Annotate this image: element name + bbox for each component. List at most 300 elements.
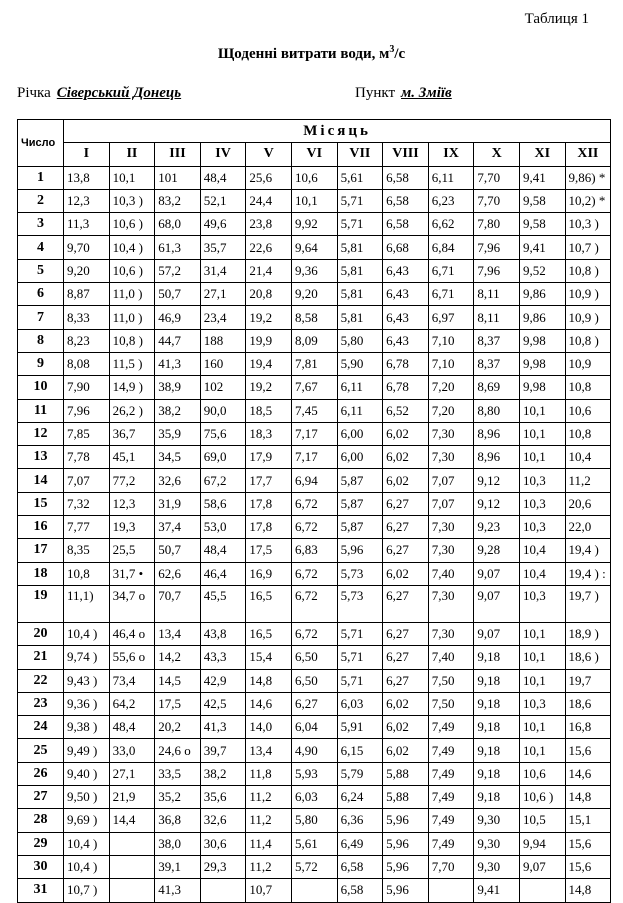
discharge-cell: 5,73 xyxy=(337,562,383,585)
discharge-cell: 7,67 xyxy=(291,376,337,399)
discharge-cell: 9,36 ) xyxy=(64,692,110,715)
discharge-cell: 8,11 xyxy=(474,283,520,306)
discharge-cell: 5,71 xyxy=(337,189,383,212)
discharge-cell: 20,8 xyxy=(246,283,292,306)
discharge-cell: 9,30 xyxy=(474,855,520,878)
discharge-cell: 15,1 xyxy=(565,809,611,832)
discharge-cell: 9,64 xyxy=(291,236,337,259)
discharge-cell: 6,24 xyxy=(337,786,383,809)
river-label: Річка xyxy=(17,85,51,101)
discharge-cell: 48,4 xyxy=(200,166,246,189)
point-field xyxy=(355,85,452,102)
discharge-cell: 45,5 xyxy=(200,585,246,622)
day-number: 19 xyxy=(18,585,64,622)
title-unit-end: /с xyxy=(394,46,406,62)
discharge-cell: 8,37 xyxy=(474,329,520,352)
discharge-cell: 9,41 xyxy=(519,166,565,189)
discharge-cell: 77,2 xyxy=(109,469,155,492)
discharge-cell: 5,73 xyxy=(337,585,383,622)
discharge-cell: 10,1 xyxy=(519,739,565,762)
discharge-cell: 9,12 xyxy=(474,469,520,492)
discharge-cell: 7,30 xyxy=(428,585,474,622)
discharge-cell: 8,11 xyxy=(474,306,520,329)
discharge-cell: 9,07 xyxy=(519,855,565,878)
table-row xyxy=(18,786,611,809)
discharge-cell xyxy=(519,879,565,902)
discharge-cell: 5,96 xyxy=(383,832,429,855)
discharge-cell: 6,02 xyxy=(383,422,429,445)
table-row xyxy=(18,236,611,259)
discharge-cell: 35,2 xyxy=(155,786,201,809)
day-number: 16 xyxy=(18,516,64,539)
discharge-cell: 9,18 xyxy=(474,716,520,739)
discharge-cell: 10,4 xyxy=(519,562,565,585)
discharge-cell: 19,4 ) xyxy=(565,539,611,562)
discharge-cell: 37,4 xyxy=(155,516,201,539)
discharge-cell: 41,3 xyxy=(155,879,201,902)
discharge-cell: 52,1 xyxy=(200,189,246,212)
discharge-cell: 27,1 xyxy=(109,762,155,785)
month-header: III xyxy=(155,143,201,166)
discharge-cell: 42,5 xyxy=(200,692,246,715)
discharge-cell: 10,4 xyxy=(519,539,565,562)
discharge-cell: 41,3 xyxy=(200,716,246,739)
discharge-cell: 7,96 xyxy=(474,236,520,259)
discharge-cell: 10,1 xyxy=(291,189,337,212)
discharge-cell: 9,69 ) xyxy=(64,809,110,832)
discharge-cell: 23,8 xyxy=(246,213,292,236)
discharge-cell: 22,0 xyxy=(565,516,611,539)
discharge-cell: 50,7 xyxy=(155,283,201,306)
discharge-cell: 9,18 xyxy=(474,786,520,809)
table-row xyxy=(18,692,611,715)
discharge-cell: 6,02 xyxy=(383,446,429,469)
discharge-cell: 5,96 xyxy=(337,539,383,562)
discharge-cell: 48,4 xyxy=(200,539,246,562)
discharge-cell: 10,9 ) xyxy=(565,283,611,306)
discharge-cell: 9,98 xyxy=(519,352,565,375)
discharge-cell: 21,4 xyxy=(246,259,292,282)
day-number: 31 xyxy=(18,879,64,902)
discharge-cell: 6,72 xyxy=(291,492,337,515)
discharge-cell: 9,28 xyxy=(474,539,520,562)
discharge-cell: 17,5 xyxy=(246,539,292,562)
day-number: 20 xyxy=(18,622,64,645)
discharge-cell: 5,71 xyxy=(337,646,383,669)
discharge-cell: 9,41 xyxy=(474,879,520,902)
discharge-cell: 19,2 xyxy=(246,376,292,399)
table-row xyxy=(18,622,611,645)
discharge-cell: 6,00 xyxy=(337,422,383,445)
table-row xyxy=(18,539,611,562)
daily-discharge-table xyxy=(17,119,611,903)
discharge-cell: 5,87 xyxy=(337,492,383,515)
table-row xyxy=(18,329,611,352)
discharge-cell: 9,52 xyxy=(519,259,565,282)
discharge-cell: 7,32 xyxy=(64,492,110,515)
discharge-cell: 8,35 xyxy=(64,539,110,562)
discharge-cell: 7,30 xyxy=(428,422,474,445)
day-number: 24 xyxy=(18,716,64,739)
discharge-cell: 10,3 ) xyxy=(109,189,155,212)
discharge-cell xyxy=(200,879,246,902)
table-row xyxy=(18,166,611,189)
discharge-cell: 9,70 xyxy=(64,236,110,259)
discharge-cell: 14,2 xyxy=(155,646,201,669)
discharge-cell: 6,02 xyxy=(383,739,429,762)
month-header: X xyxy=(474,143,520,166)
discharge-cell: 55,6 o xyxy=(109,646,155,669)
day-number: 7 xyxy=(18,306,64,329)
discharge-cell: 6,78 xyxy=(383,376,429,399)
discharge-cell: 7,07 xyxy=(64,469,110,492)
discharge-cell: 7,77 xyxy=(64,516,110,539)
discharge-cell: 9,30 xyxy=(474,809,520,832)
discharge-cell: 11,3 xyxy=(64,213,110,236)
discharge-cell: 9,07 xyxy=(474,622,520,645)
discharge-cell: 5,71 xyxy=(337,622,383,645)
discharge-cell: 9,36 xyxy=(291,259,337,282)
table-row xyxy=(18,855,611,878)
discharge-cell: 6,49 xyxy=(337,832,383,855)
discharge-cell: 5,93 xyxy=(291,762,337,785)
discharge-cell: 7,30 xyxy=(428,539,474,562)
discharge-cell: 35,9 xyxy=(155,422,201,445)
discharge-cell: 5,91 xyxy=(337,716,383,739)
discharge-cell: 6,58 xyxy=(383,213,429,236)
discharge-cell: 6,72 xyxy=(291,562,337,585)
discharge-cell: 17,8 xyxy=(246,492,292,515)
discharge-cell: 29,3 xyxy=(200,855,246,878)
discharge-cell: 8,58 xyxy=(291,306,337,329)
discharge-cell: 35,6 xyxy=(200,786,246,809)
discharge-cell: 24,6 o xyxy=(155,739,201,762)
discharge-cell: 41,3 xyxy=(155,352,201,375)
river-field xyxy=(17,85,181,102)
discharge-cell: 7,30 xyxy=(428,516,474,539)
discharge-cell: 12,3 xyxy=(109,492,155,515)
discharge-cell: 10,5 xyxy=(519,809,565,832)
discharge-cell: 6,27 xyxy=(383,669,429,692)
discharge-cell: 6,23 xyxy=(428,189,474,212)
discharge-cell: 11,8 xyxy=(246,762,292,785)
discharge-cell: 57,2 xyxy=(155,259,201,282)
discharge-cell: 9,18 xyxy=(474,739,520,762)
discharge-cell: 7,70 xyxy=(428,855,474,878)
discharge-cell: 12,3 xyxy=(64,189,110,212)
discharge-cell: 6,72 xyxy=(291,622,337,645)
discharge-cell: 10,1 xyxy=(519,399,565,422)
day-number: 8 xyxy=(18,329,64,352)
discharge-cell: 9,41 xyxy=(519,236,565,259)
discharge-cell: 10,2) * xyxy=(565,189,611,212)
discharge-cell: 6,02 xyxy=(383,562,429,585)
discharge-cell: 9,12 xyxy=(474,492,520,515)
discharge-cell: 48,4 xyxy=(109,716,155,739)
month-header: XII xyxy=(565,143,611,166)
discharge-cell: 10,6 ) xyxy=(109,213,155,236)
discharge-cell: 6,27 xyxy=(383,585,429,622)
discharge-cell: 33,0 xyxy=(109,739,155,762)
discharge-cell: 6,02 xyxy=(383,692,429,715)
table-row xyxy=(18,259,611,282)
discharge-cell: 11,4 xyxy=(246,832,292,855)
month-header: VI xyxy=(291,143,337,166)
day-number: 2 xyxy=(18,189,64,212)
discharge-cell: 10,9 xyxy=(565,352,611,375)
discharge-cell: 10,7 ) xyxy=(64,879,110,902)
discharge-cell: 5,80 xyxy=(291,809,337,832)
discharge-cell: 27,1 xyxy=(200,283,246,306)
month-header-row xyxy=(18,143,611,166)
table-row xyxy=(18,446,611,469)
discharge-cell: 10,4 ) xyxy=(64,855,110,878)
discharge-cell: 7,96 xyxy=(474,259,520,282)
discharge-cell: 8,09 xyxy=(291,329,337,352)
discharge-cell: 75,6 xyxy=(200,422,246,445)
discharge-cell: 10,4 ) xyxy=(109,236,155,259)
discharge-cell: 7,30 xyxy=(428,446,474,469)
table-row xyxy=(18,832,611,855)
discharge-cell: 44,7 xyxy=(155,329,201,352)
discharge-cell: 68,0 xyxy=(155,213,201,236)
day-number: 11 xyxy=(18,399,64,422)
discharge-cell: 13,4 xyxy=(155,622,201,645)
discharge-cell: 6,27 xyxy=(383,539,429,562)
discharge-cell: 10,1 xyxy=(519,446,565,469)
discharge-cell: 8,96 xyxy=(474,422,520,445)
discharge-cell: 6,27 xyxy=(383,646,429,669)
discharge-cell: 6,02 xyxy=(383,469,429,492)
day-number: 13 xyxy=(18,446,64,469)
day-number: 17 xyxy=(18,539,64,562)
discharge-cell: 67,2 xyxy=(200,469,246,492)
discharge-cell: 35,7 xyxy=(200,236,246,259)
discharge-cell: 9,20 xyxy=(291,283,337,306)
discharge-cell: 39,1 xyxy=(155,855,201,878)
discharge-cell: 10,1 xyxy=(519,669,565,692)
discharge-cell: 14,0 xyxy=(246,716,292,739)
discharge-cell: 9,43 ) xyxy=(64,669,110,692)
discharge-cell: 9,58 xyxy=(519,189,565,212)
discharge-cell: 6,11 xyxy=(337,376,383,399)
discharge-cell: 6,43 xyxy=(383,283,429,306)
discharge-cell: 9,07 xyxy=(474,585,520,622)
discharge-cell: 19,7 ) xyxy=(565,585,611,622)
discharge-cell: 11,1) xyxy=(64,585,110,622)
day-number: 12 xyxy=(18,422,64,445)
discharge-cell: 10,1 xyxy=(519,716,565,739)
day-number: 21 xyxy=(18,646,64,669)
discharge-cell: 46,9 xyxy=(155,306,201,329)
discharge-cell: 9,18 xyxy=(474,646,520,669)
discharge-cell: 7,49 xyxy=(428,786,474,809)
discharge-cell: 6,58 xyxy=(337,879,383,902)
discharge-cell: 7,20 xyxy=(428,376,474,399)
discharge-cell: 6,43 xyxy=(383,259,429,282)
discharge-cell: 14,8 xyxy=(565,786,611,809)
discharge-cell: 7,50 xyxy=(428,669,474,692)
discharge-cell: 42,9 xyxy=(200,669,246,692)
discharge-cell: 7,70 xyxy=(474,189,520,212)
discharge-cell: 6,94 xyxy=(291,469,337,492)
discharge-cell: 5,90 xyxy=(337,352,383,375)
discharge-cell: 10,8 ) xyxy=(565,329,611,352)
day-number: 27 xyxy=(18,786,64,809)
discharge-cell: 6,83 xyxy=(291,539,337,562)
discharge-cell: 21,9 xyxy=(109,786,155,809)
table-row xyxy=(18,399,611,422)
month-header: VIII xyxy=(383,143,429,166)
discharge-cell: 7,40 xyxy=(428,562,474,585)
discharge-cell: 9,18 xyxy=(474,762,520,785)
discharge-cell: 6,72 xyxy=(291,516,337,539)
discharge-cell: 18,6 xyxy=(565,692,611,715)
month-header: V xyxy=(246,143,292,166)
table-row xyxy=(18,422,611,445)
discharge-cell: 102 xyxy=(200,376,246,399)
discharge-cell: 6,11 xyxy=(337,399,383,422)
discharge-cell: 11,2 xyxy=(246,855,292,878)
discharge-cell: 19,4 ) : xyxy=(565,562,611,585)
discharge-cell: 10,1 xyxy=(519,646,565,669)
discharge-cell: 6,97 xyxy=(428,306,474,329)
discharge-cell: 46,4 o xyxy=(109,622,155,645)
discharge-cell: 31,7 • xyxy=(109,562,155,585)
discharge-cell: 6,15 xyxy=(337,739,383,762)
discharge-cell: 22,6 xyxy=(246,236,292,259)
discharge-cell: 5,96 xyxy=(383,809,429,832)
discharge-cell: 18,3 xyxy=(246,422,292,445)
discharge-cell: 4,90 xyxy=(291,739,337,762)
discharge-cell: 9,49 ) xyxy=(64,739,110,762)
discharge-cell: 10,4 ) xyxy=(64,832,110,855)
discharge-cell: 16,5 xyxy=(246,585,292,622)
discharge-cell: 23,4 xyxy=(200,306,246,329)
discharge-cell: 6,71 xyxy=(428,259,474,282)
day-number: 25 xyxy=(18,739,64,762)
discharge-cell: 32,6 xyxy=(155,469,201,492)
discharge-cell: 17,5 xyxy=(155,692,201,715)
discharge-cell: 14,9 ) xyxy=(109,376,155,399)
discharge-cell: 10,1 xyxy=(519,622,565,645)
day-number: 6 xyxy=(18,283,64,306)
discharge-cell: 49,6 xyxy=(200,213,246,236)
discharge-cell: 8,80 xyxy=(474,399,520,422)
discharge-cell: 39,7 xyxy=(200,739,246,762)
month-header: IX xyxy=(428,143,474,166)
discharge-cell: 13,8 xyxy=(64,166,110,189)
discharge-cell: 26,2 ) xyxy=(109,399,155,422)
discharge-cell: 31,4 xyxy=(200,259,246,282)
discharge-cell xyxy=(109,832,155,855)
discharge-cell: 8,69 xyxy=(474,376,520,399)
discharge-cell: 6,58 xyxy=(383,166,429,189)
discharge-cell: 15,6 xyxy=(565,739,611,762)
discharge-cell: 9,18 xyxy=(474,692,520,715)
discharge-cell: 11,5 ) xyxy=(109,352,155,375)
table-row xyxy=(18,376,611,399)
discharge-cell: 17,9 xyxy=(246,446,292,469)
discharge-cell: 6,11 xyxy=(428,166,474,189)
discharge-cell: 5,81 xyxy=(337,259,383,282)
discharge-cell: 14,8 xyxy=(565,879,611,902)
table-row xyxy=(18,213,611,236)
discharge-cell: 5,87 xyxy=(337,516,383,539)
discharge-cell: 25,5 xyxy=(109,539,155,562)
discharge-cell: 19,9 xyxy=(246,329,292,352)
discharge-cell: 6,58 xyxy=(383,189,429,212)
discharge-cell: 9,94 xyxy=(519,832,565,855)
discharge-cell: 7,45 xyxy=(291,399,337,422)
discharge-cell: 18,9 ) xyxy=(565,622,611,645)
table-row xyxy=(18,492,611,515)
discharge-cell: 14,5 xyxy=(155,669,201,692)
discharge-cell: 5,96 xyxy=(383,855,429,878)
month-header: I xyxy=(64,143,110,166)
discharge-cell: 9,38 ) xyxy=(64,716,110,739)
discharge-cell: 9,98 xyxy=(519,376,565,399)
discharge-cell: 7,30 xyxy=(428,622,474,645)
discharge-cell: 7,49 xyxy=(428,739,474,762)
discharge-cell: 8,33 xyxy=(64,306,110,329)
discharge-cell: 11,2 xyxy=(246,786,292,809)
discharge-cell: 101 xyxy=(155,166,201,189)
discharge-cell: 53,0 xyxy=(200,516,246,539)
discharge-cell: 50,7 xyxy=(155,539,201,562)
discharge-cell: 17,8 xyxy=(246,516,292,539)
day-number: 10 xyxy=(18,376,64,399)
day-number: 29 xyxy=(18,832,64,855)
discharge-cell: 20,2 xyxy=(155,716,201,739)
discharge-cell: 5,71 xyxy=(337,669,383,692)
table-row xyxy=(18,739,611,762)
table-body xyxy=(18,166,611,902)
discharge-cell: 19,2 xyxy=(246,306,292,329)
discharge-cell: 10,7 ) xyxy=(565,236,611,259)
discharge-cell: 10,4 xyxy=(565,446,611,469)
discharge-cell: 5,61 xyxy=(291,832,337,855)
discharge-cell: 7,85 xyxy=(64,422,110,445)
table-row xyxy=(18,352,611,375)
discharge-cell: 10,3 xyxy=(519,469,565,492)
discharge-cell: 6,52 xyxy=(383,399,429,422)
discharge-cell: 6,50 xyxy=(291,646,337,669)
discharge-cell: 19,3 xyxy=(109,516,155,539)
discharge-cell: 188 xyxy=(200,329,246,352)
discharge-cell: 11,2 xyxy=(246,809,292,832)
day-number: 14 xyxy=(18,469,64,492)
discharge-cell: 6,27 xyxy=(291,692,337,715)
discharge-cell: 7,17 xyxy=(291,446,337,469)
discharge-cell: 8,23 xyxy=(64,329,110,352)
discharge-cell: 19,7 xyxy=(565,669,611,692)
discharge-cell: 7,40 xyxy=(428,646,474,669)
discharge-cell: 6,72 xyxy=(291,585,337,622)
discharge-cell: 10,6 ) xyxy=(519,786,565,809)
discharge-cell: 19,4 xyxy=(246,352,292,375)
discharge-cell: 6,04 xyxy=(291,716,337,739)
discharge-cell: 7,07 xyxy=(428,492,474,515)
discharge-cell: 9,58 xyxy=(519,213,565,236)
month-header: II xyxy=(109,143,155,166)
discharge-cell: 10,3 xyxy=(519,492,565,515)
discharge-cell: 8,96 xyxy=(474,446,520,469)
discharge-cell xyxy=(109,879,155,902)
discharge-cell: 8,37 xyxy=(474,352,520,375)
discharge-cell: 5,96 xyxy=(383,879,429,902)
discharge-cell: 6,27 xyxy=(383,492,429,515)
